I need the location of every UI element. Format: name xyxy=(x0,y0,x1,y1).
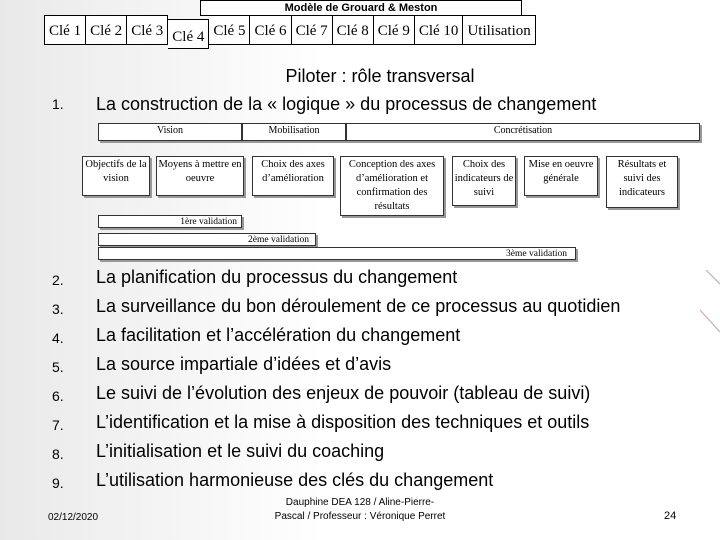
subtitle-bold: Piloter xyxy=(285,66,337,86)
phase-vision: Vision xyxy=(98,123,242,141)
item-number: 1. xyxy=(52,96,64,112)
footer-date: 02/12/2020 xyxy=(48,512,99,523)
tab-cle-3[interactable]: Clé 3 xyxy=(127,15,168,45)
item-number: 9. xyxy=(52,475,64,491)
phase-concretisation: Concrétisation xyxy=(346,123,700,141)
tab-cle-7[interactable]: Clé 7 xyxy=(292,15,333,45)
item-text: L’identification et la mise à disposition des techniques et outils xyxy=(96,412,590,432)
tab-utilisation[interactable]: Utilisation xyxy=(463,15,535,45)
page-number: 24 xyxy=(664,510,677,522)
footer-credits xyxy=(240,496,480,524)
item-text: La planification du processus du changement xyxy=(96,267,458,287)
item-text: Le suivi de l’évolution des enjeux de pouvoir (tableau de suivi) xyxy=(96,383,591,403)
subtitle-rest: : rôle transversal xyxy=(336,66,475,86)
key-tabs xyxy=(44,15,536,45)
item-number: 5. xyxy=(52,359,64,375)
item-text: La construction de la « logique » du processus de changement xyxy=(96,94,597,114)
item-number: 6. xyxy=(52,388,64,404)
tab-cle-1[interactable]: Clé 1 xyxy=(44,15,86,45)
phase-mobilisation: Mobilisation xyxy=(242,123,346,141)
item-text: La surveillance du bon déroulement de ce processus au quotidien xyxy=(96,296,621,316)
model-title: Modèle de Grouard & Meston xyxy=(200,0,522,16)
item-text: L’utilisation harmonieuse des clés du changement xyxy=(96,470,494,490)
validation-3: 3ème validation xyxy=(98,247,576,260)
footer-credits-line1: Dauphine DEA 128 / Aline-Pierre- xyxy=(285,497,435,508)
slide-subtitle xyxy=(0,66,720,87)
step-mise-en-oeuvre: Mise en oeuvre générale xyxy=(524,156,598,196)
item-number: 3. xyxy=(52,301,64,317)
tab-cle-5[interactable]: Clé 5 xyxy=(209,15,250,45)
item-number: 8. xyxy=(52,446,64,462)
step-indicateurs: Choix des indicateurs de suivi xyxy=(452,156,516,206)
item-number: 4. xyxy=(52,330,64,346)
validation-2: 2ème validation xyxy=(98,233,316,246)
step-resultats: Résultats et suivi des indicateurs xyxy=(606,156,678,208)
item-text: L’initialisation et le suivi du coaching xyxy=(96,441,385,461)
tab-cle-2[interactable]: Clé 2 xyxy=(86,15,127,45)
item-text: La facilitation et l’accélération du changement xyxy=(96,325,461,345)
step-moyens: Moyens à mettre en oeuvre xyxy=(156,156,244,196)
step-choix-axes: Choix des axes d’amélioration xyxy=(252,156,334,196)
tab-cle-8[interactable]: Clé 8 xyxy=(333,15,374,45)
tab-cle-9[interactable]: Clé 9 xyxy=(374,15,415,45)
item-text: La source impartiale d’idées et d’avis xyxy=(96,354,392,374)
tab-cle-10[interactable]: Clé 10 xyxy=(415,15,464,45)
step-objectifs: Objectifs de la vision xyxy=(82,156,150,196)
validation-1: 1ère validation xyxy=(98,215,242,228)
decorative-lines xyxy=(700,270,720,340)
footer-credits-line2: Pascal / Professeur : Véronique Perret xyxy=(274,511,446,522)
step-conception: Conception des axes d’amélioration et confirmation des résultats xyxy=(340,156,444,216)
tab-cle-4[interactable]: Clé 4 xyxy=(168,19,209,49)
item-number: 7. xyxy=(52,417,64,433)
item-number: 2. xyxy=(52,272,64,288)
tab-cle-6[interactable]: Clé 6 xyxy=(250,15,291,45)
